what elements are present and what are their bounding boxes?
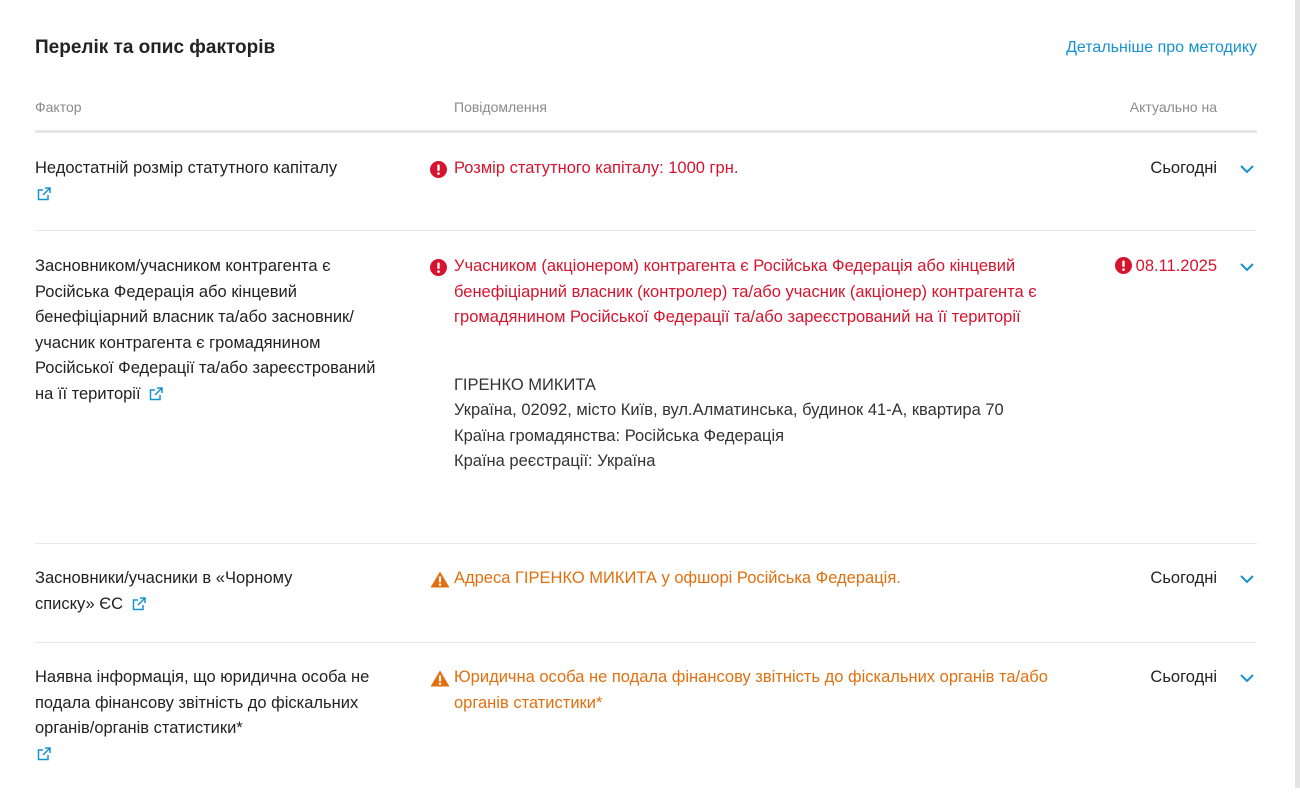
chevron-down-icon[interactable] <box>1239 670 1255 686</box>
date-cell: Сьогодні <box>1150 159 1217 177</box>
message-text: Розмір статутного капіталу: 1000 грн. <box>454 159 739 177</box>
external-link-icon[interactable] <box>149 387 163 401</box>
message-cell <box>430 254 1110 475</box>
column-header-factor: Фактор <box>35 99 82 115</box>
date-cell: Сьогодні <box>1150 569 1217 587</box>
external-link-icon[interactable] <box>37 747 51 761</box>
table-header <box>35 92 1257 133</box>
date-cell <box>1115 254 1217 280</box>
methodology-link[interactable]: Детальніше про методику <box>1066 39 1257 56</box>
column-header-date: Актуально на <box>1129 99 1217 115</box>
factor-cell <box>35 566 355 617</box>
chevron-down-icon[interactable] <box>1239 161 1255 177</box>
participant-name: ГІРЕНКО МИКИТА <box>454 375 596 394</box>
error-circle-icon <box>430 259 447 276</box>
date-value: 08.11.2025 <box>1135 257 1217 275</box>
factor-row[interactable] <box>35 133 1257 231</box>
factor-row[interactable] <box>35 544 1257 643</box>
factors-panel <box>35 0 1257 793</box>
message-cell <box>430 665 1090 716</box>
warning-triangle-icon <box>430 670 450 687</box>
external-link-icon[interactable] <box>132 597 146 611</box>
factor-label: Недостатній розмір статутного капіталу <box>35 159 338 177</box>
factor-label: Засновники/учасники в «Чорному списку» ЄС <box>35 569 293 613</box>
message-text: Юридична особа не подала фінансову звітність до фіскальних органів та/або органів статистики* <box>454 668 1048 712</box>
factor-row[interactable] <box>35 231 1257 544</box>
participant-registration: Країна реєстрації: Україна <box>454 452 656 470</box>
chevron-down-icon[interactable] <box>1239 571 1255 587</box>
participant-details <box>430 373 1110 475</box>
column-header-message: Повідомлення <box>454 99 547 115</box>
chevron-down-icon[interactable] <box>1239 259 1255 275</box>
error-circle-icon <box>430 161 447 178</box>
warning-triangle-icon <box>430 571 450 588</box>
message-cell <box>430 566 1110 592</box>
factor-label: Наявна інформація, що юридична особа не подала фінансову звітність до фіскальних органів/органів статистики* <box>35 668 370 737</box>
participant-address: Україна, 02092, місто Київ, вул.Алматинська, будинок 41-А, квартира 70 <box>454 401 1004 419</box>
message-text: Учасником (акціонером) контрагента є Російська Федерація або кінцевий бенефіціарний власник (контролер) та/або учасник (акціонер) контрагента є громадянином Російської Федерації та/або зареєстрований на її території <box>454 257 1037 326</box>
date-cell: Сьогодні <box>1150 668 1217 686</box>
factor-cell <box>35 665 390 767</box>
page-scrollbar[interactable] <box>1295 0 1300 788</box>
factor-row[interactable] <box>35 643 1257 793</box>
participant-citizenship: Країна громадянства: Російська Федерація <box>454 426 785 445</box>
external-link-icon[interactable] <box>37 187 51 201</box>
message-text: Адреса ГІРЕНКО МИКИТА у офшорі Російська Федерація. <box>454 569 901 587</box>
error-circle-icon <box>1115 257 1132 274</box>
factor-cell <box>35 254 395 407</box>
panel-header <box>35 0 1257 92</box>
factor-cell <box>35 156 395 207</box>
factor-label: Засновником/учасником контрагента є Російська Федерація або кінцевий бенефіціарний власник та/або засновник/учасник контрагента є громадянином Російської Федерації та/або зареєстрований на її території <box>35 257 376 403</box>
page-title: Перелік та опис факторів <box>35 37 276 58</box>
message-cell <box>430 156 1110 182</box>
